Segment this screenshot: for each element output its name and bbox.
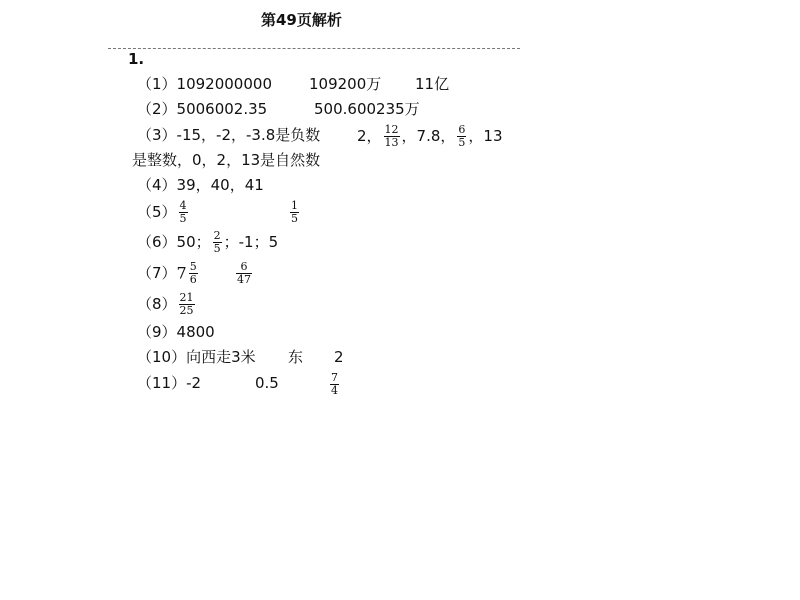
item-label: （11） <box>137 374 187 392</box>
fraction-numerator: 6 <box>458 123 466 136</box>
answer-value: 0.5 <box>255 374 279 392</box>
answer-value: 2， <box>357 127 382 145</box>
fraction <box>330 372 339 397</box>
fraction-denominator: 6 <box>189 273 197 286</box>
fraction-numerator: 4 <box>179 199 187 212</box>
item-label: （7） <box>137 264 177 282</box>
fraction-denominator: 5 <box>179 212 187 225</box>
answer-value: 1092000000 <box>176 75 272 93</box>
answer-line-5 <box>137 199 190 225</box>
item-label: （8） <box>137 295 177 313</box>
answer-value: -15，-2，-3.8是负数 <box>176 126 321 144</box>
fraction-denominator: 5 <box>213 242 221 255</box>
fraction-numerator: 21 <box>179 291 194 304</box>
item-label: （9） <box>137 323 177 341</box>
answer-value: 500.600235万 <box>314 100 420 118</box>
fraction-numerator: 7 <box>331 371 338 384</box>
fraction-numerator: 6 <box>240 260 248 273</box>
fraction-numerator: 5 <box>189 260 197 273</box>
answer-value: ，13 <box>468 127 503 145</box>
item-label: （1） <box>137 75 177 93</box>
item-label: （5） <box>137 203 177 221</box>
answer-line-8 <box>137 291 197 317</box>
fraction-denominator: 13 <box>384 136 399 149</box>
item-label: （10） <box>137 348 187 366</box>
answer-value: 50； <box>176 233 211 251</box>
fraction <box>290 200 299 225</box>
answer-line-7-second <box>234 261 254 286</box>
answer-line-3 <box>137 124 320 146</box>
fraction-denominator: 5 <box>291 212 298 225</box>
answer-value: -2 <box>186 374 202 392</box>
answer-value: 39，40，41 <box>176 176 264 194</box>
answer-value: ，7.8， <box>401 127 456 145</box>
item-label: （2） <box>137 100 177 118</box>
answer-line-11 <box>137 372 201 394</box>
answer-line-3-fractions <box>357 124 503 149</box>
answer-value: 4800 <box>176 323 215 341</box>
answer-line-5-second <box>288 200 301 225</box>
dashed-divider <box>108 48 520 49</box>
answer-value: 东 <box>288 348 304 366</box>
fraction <box>189 261 198 286</box>
answer-line-1 <box>137 73 272 95</box>
fraction-denominator: 4 <box>331 384 338 397</box>
answer-value: 2 <box>334 348 344 366</box>
answer-value: 109200万 <box>309 75 382 93</box>
answer-value: 向西走3米 <box>186 348 256 366</box>
answer-line-2 <box>137 98 267 120</box>
fraction-numerator: 12 <box>384 123 399 136</box>
answer-value: 11亿 <box>415 75 450 93</box>
fraction <box>213 230 222 255</box>
answer-line-11-fraction <box>328 372 341 397</box>
fraction <box>236 261 252 286</box>
item-label: （6） <box>137 233 177 251</box>
answer-value-continued: 是整数，0，2，13是自然数 <box>132 151 321 169</box>
page-title: 第49页解析 <box>261 11 342 29</box>
item-label: （3） <box>137 126 177 144</box>
mixed-number-whole: 7 <box>176 263 187 283</box>
fraction-numerator: 1 <box>291 199 298 212</box>
question-number: 1. <box>128 50 145 68</box>
fraction <box>384 124 400 149</box>
fraction-denominator: 47 <box>237 273 251 286</box>
fraction <box>179 292 195 317</box>
answer-line-9 <box>137 321 215 343</box>
fraction-denominator: 5 <box>458 136 466 149</box>
answer-line-6 <box>137 229 279 255</box>
fraction <box>179 200 188 225</box>
answer-line-4 <box>137 174 264 196</box>
answer-line-10 <box>137 346 256 368</box>
answer-value: ；-1；5 <box>223 233 279 251</box>
fraction <box>457 124 466 149</box>
answer-value: 5006002.35 <box>176 100 268 118</box>
fraction-numerator: 2 <box>213 229 221 242</box>
fraction-denominator: 25 <box>179 304 194 317</box>
item-label: （4） <box>137 176 177 194</box>
answer-line-7 <box>137 260 200 286</box>
